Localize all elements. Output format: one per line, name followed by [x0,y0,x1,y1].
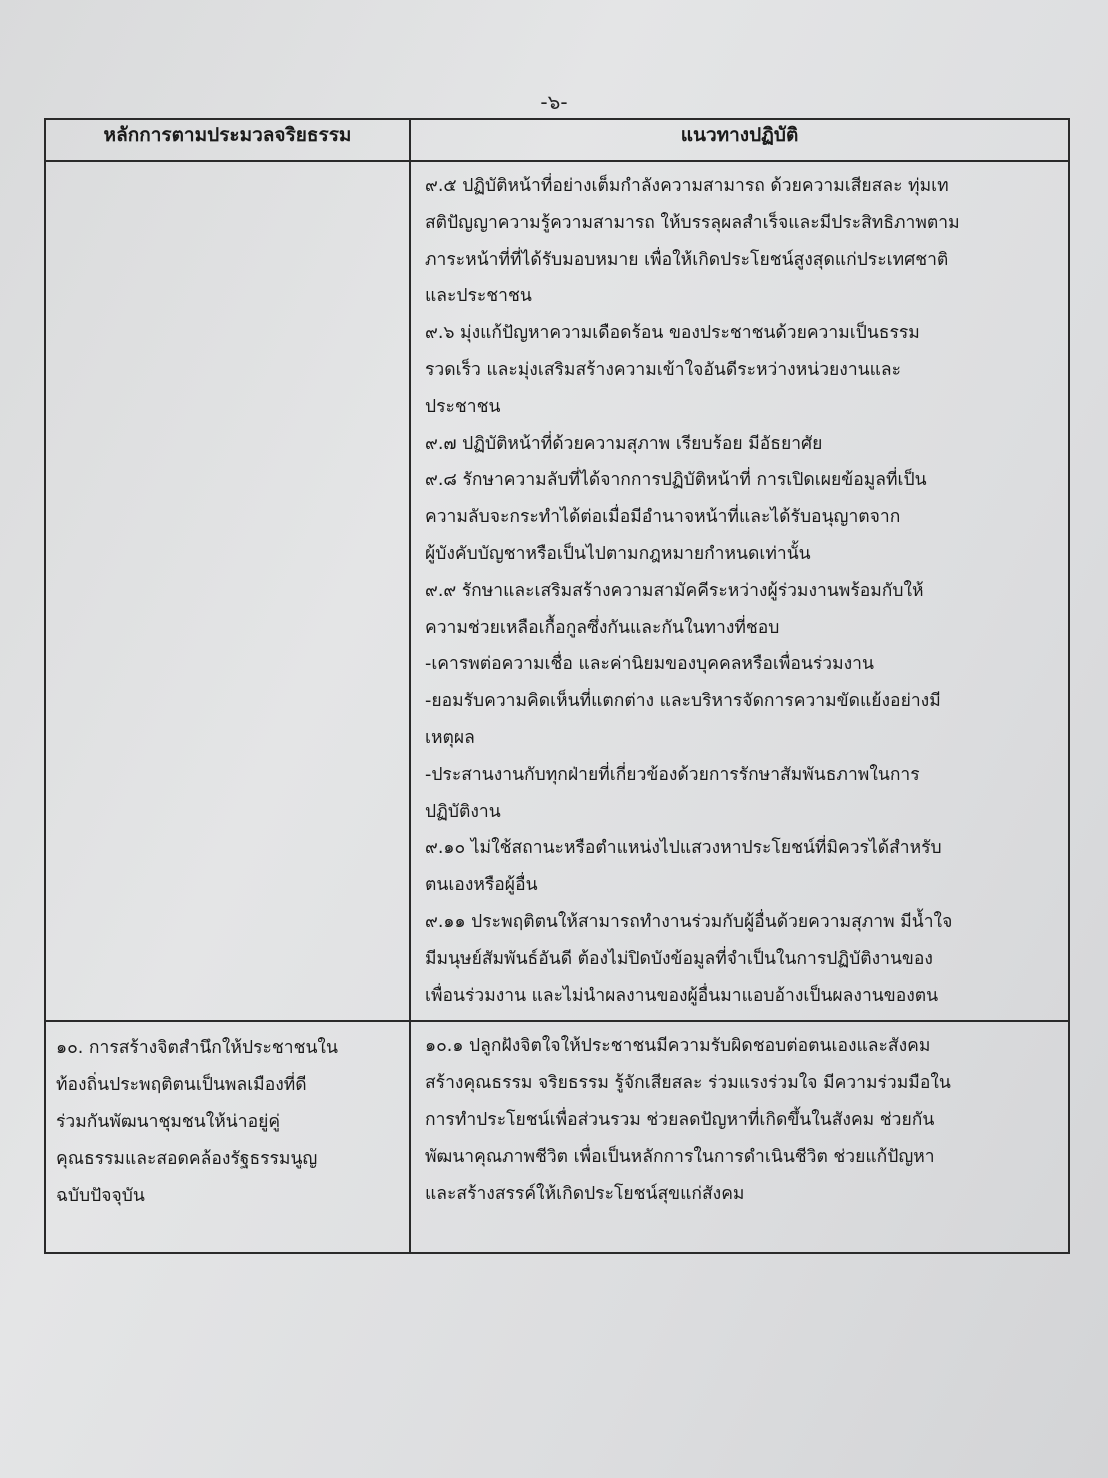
practice-text [425,168,1058,1014]
practice-line: -ประสานงานกับทุกฝ่ายที่เกี่ยวข้องด้วยการรักษาสัมพันธภาพในการ [425,764,920,785]
practice-line: ความลับจะกระทำได้ต่อเมื่อมีอำนาจหน้าที่และได้รับอนุญาตจาก [425,507,901,528]
practice-line: สร้างคุณธรรม จริยธรรม รู้จักเสียสละ ร่วมแรงร่วมใจ มีความร่วมมือใน [425,1073,951,1093]
practice-line: ๙.๗ ปฏิบัติหน้าที่ด้วยความสุภาพ เรียบร้อย มีอัธยาศัย [425,433,823,454]
header-practice: แนวทางปฏิบัติ [410,119,1069,161]
practice-line: -ยอมรับความคิดเห็นที่แตกต่าง และบริหารจัดการความขัดแย้งอย่างมี [425,691,941,712]
practice-line: และประชาชน [425,286,532,307]
ethics-table [44,118,1070,1254]
practice-line: พัฒนาคุณภาพชีวิต เพื่อเป็นหลักการในการดำเนินชีวิต ช่วยแก้ปัญหา [425,1147,935,1167]
practice-line: เหตุผล [425,727,475,748]
practice-line: ความช่วยเหลือเกื้อกูลซึ่งกันและกันในทางที่ชอบ [425,617,780,638]
practice-cell [410,1021,1069,1253]
practice-line: ๙.๘ รักษาความลับที่ได้จากการปฏิบัติหน้าที่ การเปิดเผยข้อมูลที่เป็น [425,470,927,491]
table-row [45,1021,1069,1253]
practice-line: สติปัญญาความรู้ความสามารถ ให้บรรลุผลสำเร็จและมีประสิทธิภาพตาม [425,212,960,233]
table-header-row [45,119,1069,161]
practice-line: ปฏิบัติงาน [425,801,501,822]
practice-cell [410,161,1069,1021]
principle-line: คุณธรรมและสอดคล้องรัฐธรรมนูญ [56,1149,318,1169]
practice-line: -เคารพต่อความเชื่อ และค่านิยมของบุคคลหรือเพื่อนร่วมงาน [425,654,874,675]
practice-line: ๙.๑๐ ไม่ใช้สถานะหรือตำแหน่งไปแสวงหาประโยชน์ที่มิควรได้สำหรับ [425,838,942,859]
principle-cell-empty [45,161,410,1021]
header-principle: หลักการตามประมวลจริยธรรม [45,119,410,161]
principle-line: ฉบับปัจจุบัน [56,1186,145,1206]
practice-line: รวดเร็ว และมุ่งเสริมสร้างความเข้าใจอันดีระหว่างหน่วยงานและ [425,359,902,380]
practice-line: ๙.๙ รักษาและเสริมสร้างความสามัคคีระหว่างผู้ร่วมงานพร้อมกับให้ [425,580,924,601]
principle-line: ท้องถิ่นประพฤติตนเป็นพลเมืองที่ดี [56,1075,307,1095]
practice-line: ผู้บังคับบัญชาหรือเป็นไปตามกฎหมายกำหนดเท่านั้น [425,543,811,564]
principle-cell [45,1021,410,1253]
page-number: -๖- [540,90,568,114]
practice-line: เพื่อนร่วมงาน และไม่นำผลงานของผู้อื่นมาแอบอ้างเป็นผลงานของตน [425,985,939,1006]
table-row [45,161,1069,1021]
principle-line: ร่วมกันพัฒนาชุมชนให้น่าอยู่คู่ [56,1112,281,1132]
practice-text [425,1028,1058,1213]
practice-line: ๙.๖ มุ่งแก้ปัญหาความเดือดร้อน ของประชาชนด้วยความเป็นธรรม [425,323,920,344]
practice-line: การทำประโยชน์เพื่อส่วนรวม ช่วยลดปัญหาที่เกิดขึ้นในสังคม ช่วยกัน [425,1110,935,1130]
practice-line: ประชาชน [425,396,501,417]
practice-line: และสร้างสรรค์ให้เกิดประโยชน์สุขแก่สังคม [425,1184,745,1204]
practice-line: มีมนุษย์สัมพันธ์อันดี ต้องไม่ปิดบังข้อมูลที่จำเป็นในการปฏิบัติงานของ [425,948,933,969]
principle-line: ๑๐. การสร้างจิตสำนึกให้ประชาชนใน [56,1038,338,1058]
practice-line: ๙.๑๑ ประพฤติตนให้สามารถทำงานร่วมกับผู้อื่นด้วยความสุภาพ มีน้ำใจ [425,911,953,932]
principle-text [56,1030,401,1215]
practice-line: ๙.๕ ปฏิบัติหน้าที่อย่างเต็มกำลังความสามารถ ด้วยความเสียสละ ทุ่มเท [425,176,949,196]
practice-line: ๑๐.๑ ปลูกฝังจิตใจให้ประชาชนมีความรับผิดชอบต่อตนเองและสังคม [425,1036,931,1056]
practice-line: ตนเองหรือผู้อื่น [425,875,538,896]
practice-line: ภาระหน้าที่ที่ได้รับมอบหมาย เพื่อให้เกิดประโยชน์สูงสุดแก่ประเทศชาติ [425,249,949,270]
